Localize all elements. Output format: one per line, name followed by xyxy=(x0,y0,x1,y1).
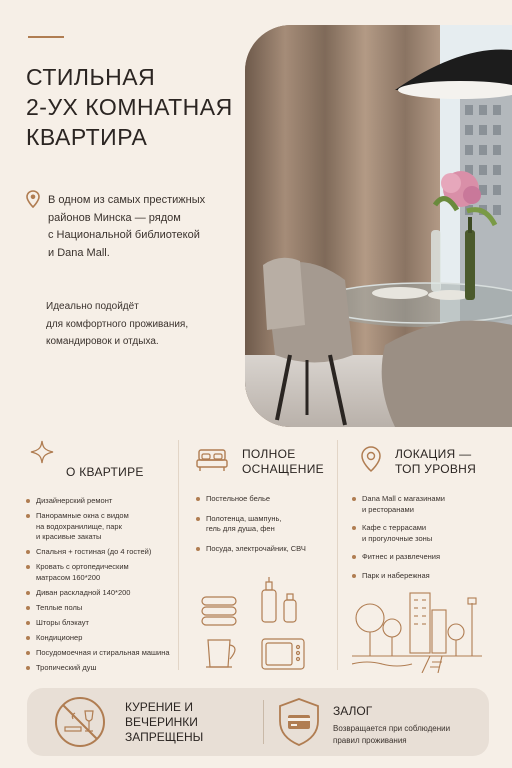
list-item xyxy=(24,633,179,644)
title-line: 2-УХ КОМНАТНАЯ xyxy=(26,94,233,120)
list-item xyxy=(24,588,179,599)
no-smoking-line: ЗАПРЕЩЕНЫ xyxy=(125,730,204,744)
list-item-line: на водохранилище, парк xyxy=(36,521,122,531)
deposit-line: Возвращается при соблюдении xyxy=(333,724,451,733)
list-item xyxy=(194,494,334,505)
map-pin-icon xyxy=(26,190,40,208)
list-item xyxy=(194,544,334,555)
list-item-line: Шторы блэкаут xyxy=(36,617,89,627)
kettle-icon xyxy=(206,640,235,667)
shield-card-icon xyxy=(277,697,321,747)
about-title: О КВАРТИРЕ xyxy=(66,465,144,479)
list-item-line: и красивые закаты xyxy=(36,532,102,541)
towels-icon xyxy=(202,597,236,625)
list-item xyxy=(350,571,505,582)
list-item-line: Постельное белье xyxy=(206,494,271,503)
page-title xyxy=(26,62,246,152)
list-item-line: Спальня + гостиная (до 4 гостей) xyxy=(36,547,152,556)
microwave-icon xyxy=(262,639,304,669)
map-pin-icon xyxy=(360,445,382,473)
list-item xyxy=(350,494,505,515)
list-item-line: Посуда, электрочайник, СВЧ xyxy=(206,543,306,553)
list-item-line: Dana Mall с магазинами xyxy=(362,494,445,503)
list-item-line: Посудомоечная и стиральная машина xyxy=(36,647,170,657)
location-title-line: ЛОКАЦИЯ — xyxy=(395,447,472,461)
deposit-title: ЗАЛОГ xyxy=(333,704,373,718)
title-line: КВАРТИРА xyxy=(26,124,148,150)
sparkle-icon xyxy=(30,440,54,464)
deposit-text xyxy=(333,723,483,747)
location-title xyxy=(395,447,476,477)
about-list xyxy=(24,496,179,678)
bed-icon xyxy=(196,448,228,472)
suitability-line: командировок и отдыха. xyxy=(46,336,159,347)
suitability-line: для комфортного проживания, xyxy=(46,318,189,330)
bottles-icon xyxy=(262,577,296,622)
equipment-title xyxy=(242,447,324,477)
city-park-illustration xyxy=(352,588,482,673)
list-item-line: Панорамные окна с видом xyxy=(36,511,129,520)
list-item xyxy=(24,511,179,543)
no-smoking-line: КУРЕНИЕ И xyxy=(125,700,194,714)
amenities-illustration xyxy=(200,575,320,675)
list-item-line: Парк и набережная xyxy=(362,570,430,580)
deposit-line: правил проживания xyxy=(333,736,407,745)
list-item xyxy=(24,648,179,659)
location-line: районов Минска — рядом xyxy=(48,211,181,224)
location-title-line: ТОП УРОВНЯ xyxy=(395,462,477,476)
suitability-line: Идеально подойдёт xyxy=(46,301,139,312)
list-item-line: Фитнес и развлечения xyxy=(362,552,441,561)
location-line: с Национальной библиотекой xyxy=(48,229,200,241)
list-item xyxy=(24,562,179,583)
equipment-title-line: ОСНАЩЕНИЕ xyxy=(242,462,324,476)
location-line: и Dana Mall. xyxy=(48,246,110,259)
suitability-description xyxy=(46,298,188,351)
list-item-line: гель для душа, фен xyxy=(206,524,275,533)
list-item-line: Кафе с террасами xyxy=(362,523,427,532)
list-item xyxy=(194,514,334,535)
rules-panel xyxy=(27,688,489,756)
list-item-line: Кровать с ортопедическим xyxy=(36,562,129,571)
no-smoking-line: ВЕЧЕРИНКИ xyxy=(125,715,198,729)
list-item xyxy=(24,496,179,507)
list-item xyxy=(24,618,179,629)
equipment-title-line: ПОЛНОЕ xyxy=(242,447,296,461)
location-line: В одном из самых престижных xyxy=(48,194,206,206)
list-item xyxy=(24,547,179,558)
no-smoking-icon xyxy=(51,693,109,751)
list-item-line: Тропический душ xyxy=(36,662,97,672)
list-item-line: Диван раскладной 140*200 xyxy=(36,587,131,597)
location-list xyxy=(350,494,505,589)
list-item xyxy=(350,552,505,563)
list-item xyxy=(24,603,179,614)
rules-divider xyxy=(263,700,264,744)
list-item-line: Дизайнерский ремонт xyxy=(36,496,113,505)
column-divider xyxy=(337,440,338,670)
list-item xyxy=(350,523,505,544)
list-item xyxy=(24,663,179,674)
list-item-line: Кондиционер xyxy=(36,632,83,642)
list-item-line: и ресторанами xyxy=(362,504,414,514)
list-item-line: Теплые полы xyxy=(36,602,83,612)
list-item-line: Полотенца, шампунь, xyxy=(206,513,282,523)
list-item-line: матрасом 160*200 xyxy=(36,572,101,582)
equipment-list xyxy=(194,494,334,563)
no-smoking-title xyxy=(125,700,203,745)
list-item-line: и прогулочные зоны xyxy=(362,533,433,543)
apartment-photo xyxy=(245,25,512,427)
accent-line xyxy=(28,36,64,38)
title-line: СТИЛЬНАЯ xyxy=(26,64,156,90)
